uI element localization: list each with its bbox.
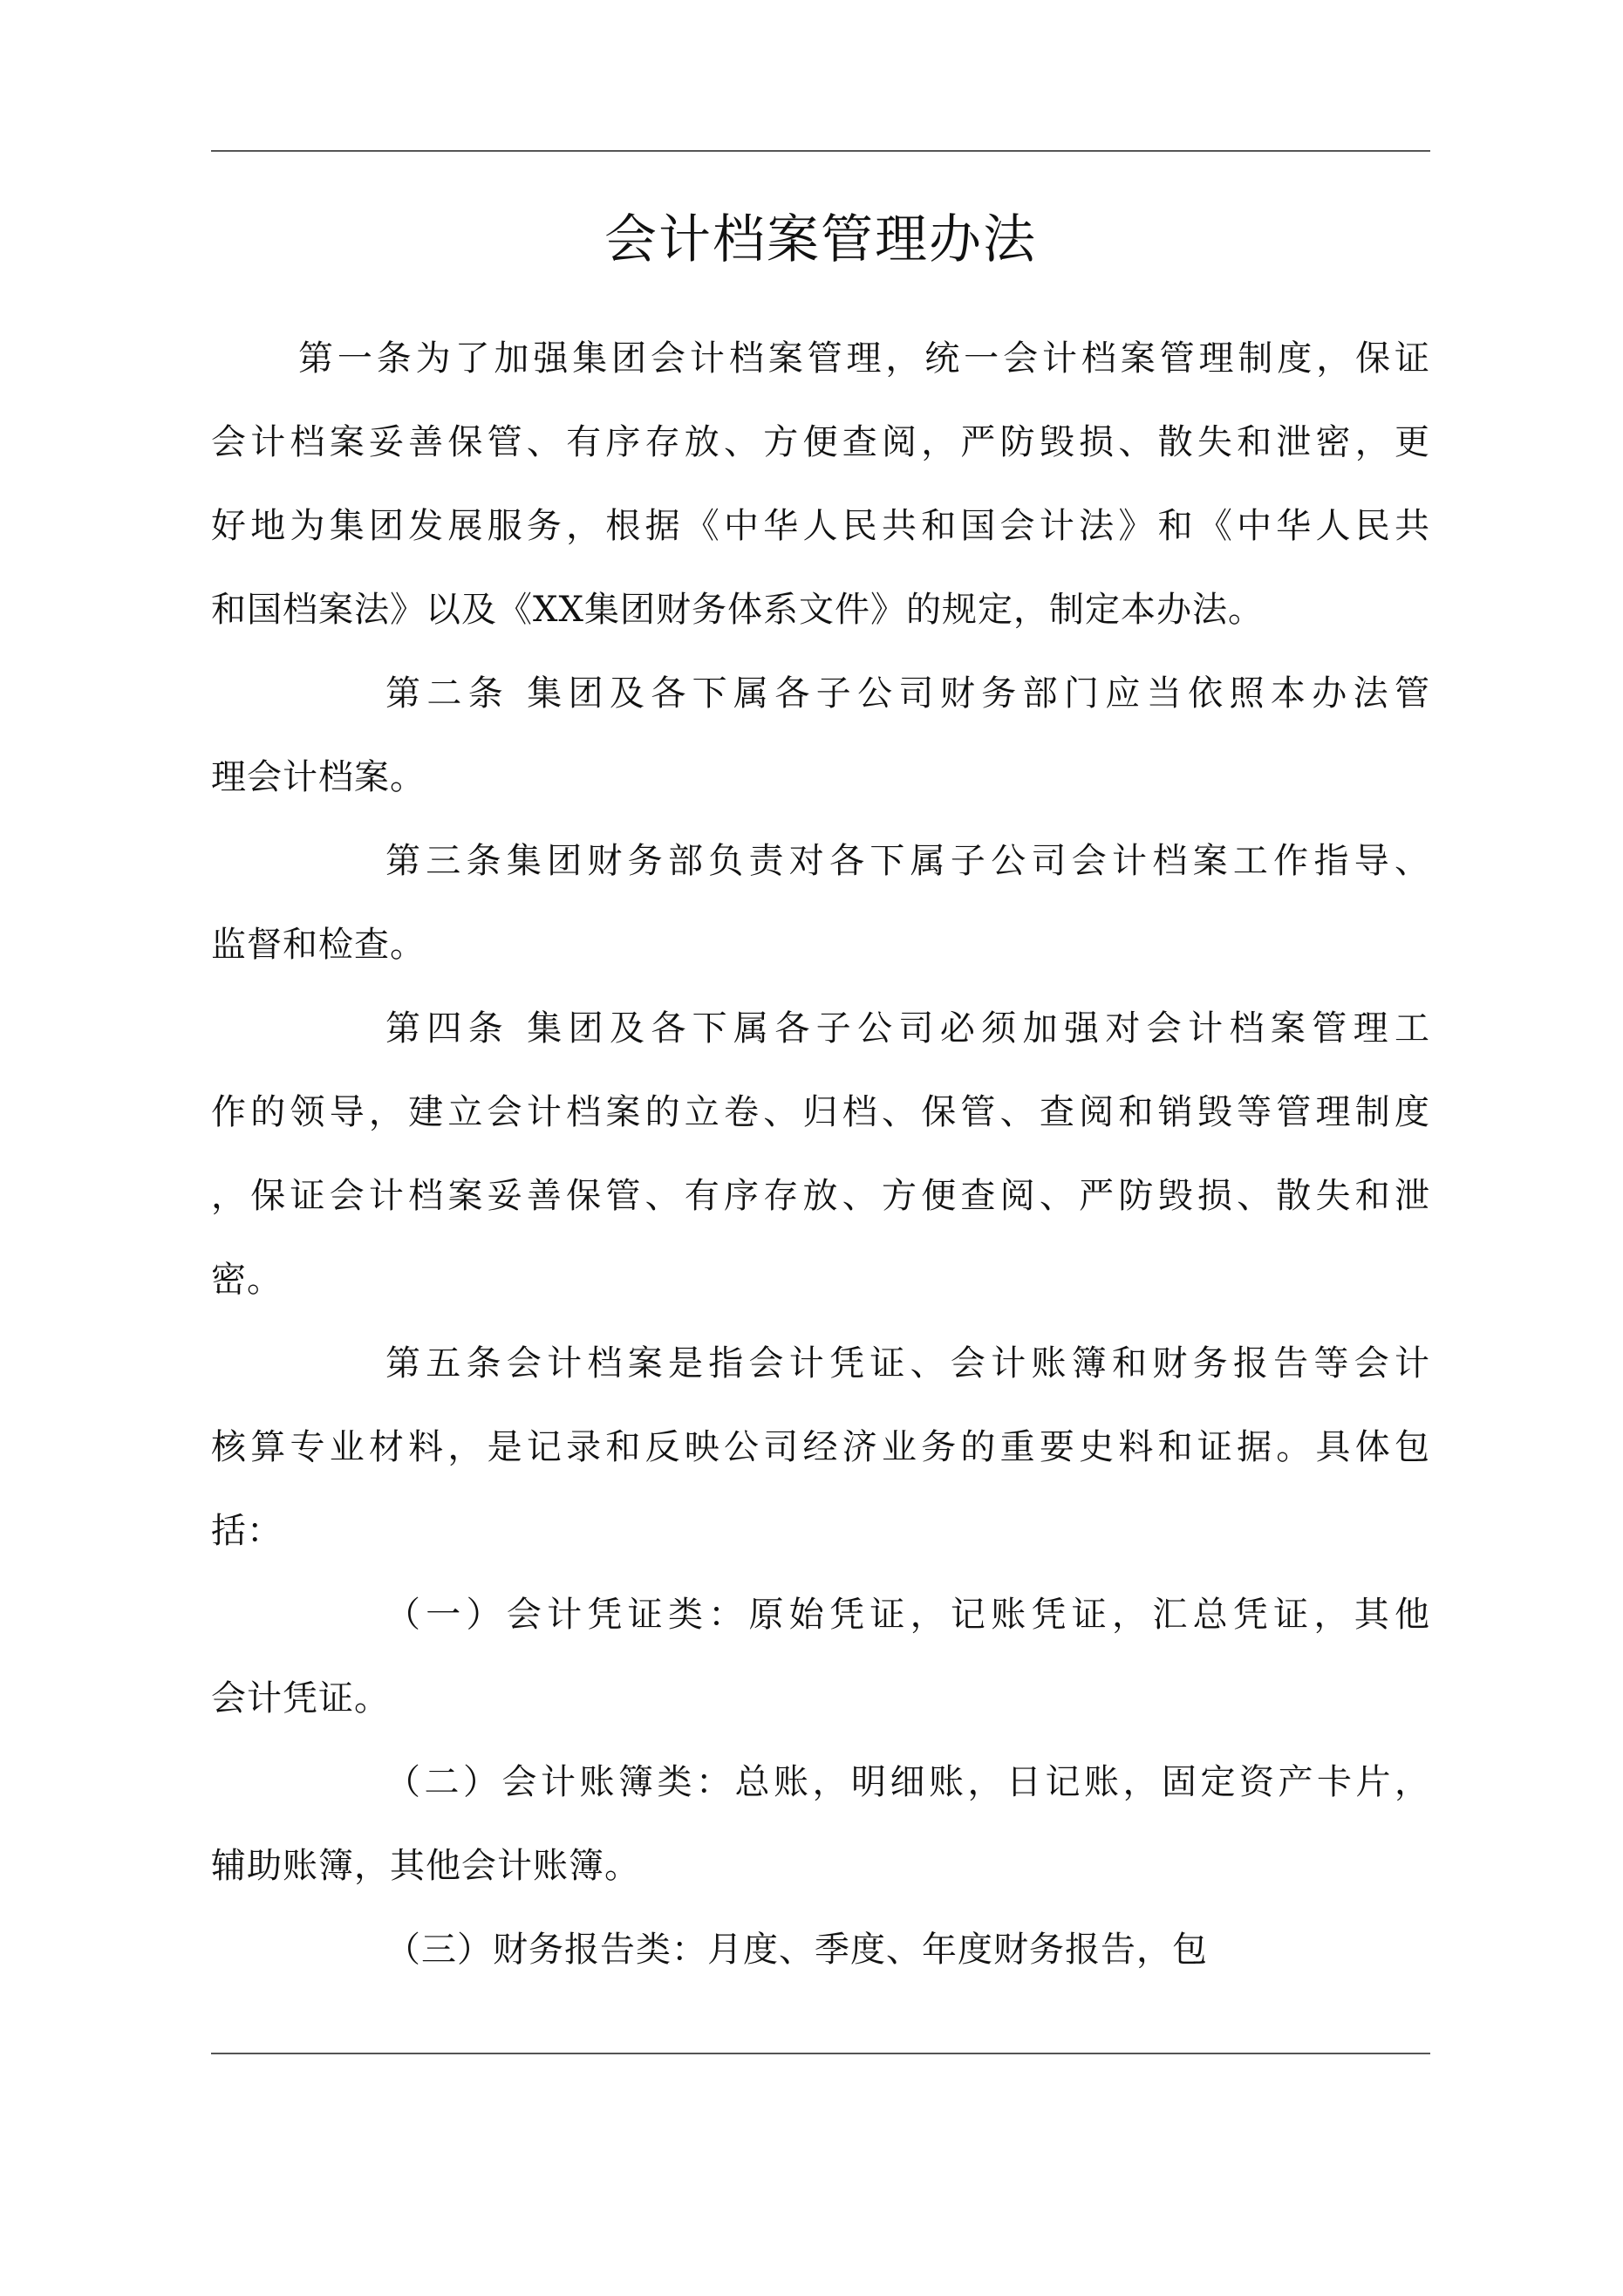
paragraph-4-line-3: ，保证会计档案妥善保管、有序存放、方便查阅、严防毁损、散失和泄 bbox=[211, 1176, 1430, 1216]
paragraph-4-line-2: 作的领导，建立会计档案的立卷、归档、保管、查阅和销毁等管理制度 bbox=[211, 1092, 1430, 1132]
paragraph-5-line-3: 括： bbox=[211, 1511, 283, 1551]
paragraph-1-line-3: 好地为集团发展服务，根据《中华人民共和国会计法》和《中华人民共 bbox=[211, 506, 1430, 546]
paragraph-1-line-2: 会计档案妥善保管、有序存放、方便查阅，严防毁损、散失和泄密，更 bbox=[211, 422, 1430, 462]
document-title: 会计档案管理办法 bbox=[604, 209, 1037, 270]
paragraph-2-line-2: 理会计档案。 bbox=[211, 757, 426, 797]
paragraph-5-line-2: 核算专业材料，是记录和反映公司经济业务的重要史料和证据。具体包 bbox=[211, 1427, 1430, 1467]
paragraph-1-line-4: 和国档案法》以及《XX集团财务体系文件》的规定，制定本办法。 bbox=[211, 590, 1264, 630]
header-rule bbox=[211, 150, 1430, 152]
document-body bbox=[211, 317, 1430, 1992]
paragraph-3-line-1: 第三条集团财务部负责对各下属子公司会计档案工作指导、 bbox=[385, 841, 1430, 881]
paragraph-2-line-1: 第二条 集团及各下属各子公司财务部门应当依照本办法管 bbox=[385, 673, 1430, 714]
list-item-2-line-1: （二）会计账簿类：总账，明细账，日记账，固定资产卡片， bbox=[385, 1762, 1430, 1802]
list-item-1-line-2: 会计凭证。 bbox=[211, 1678, 390, 1719]
paragraph-1-line-1: 第一条为了加强集团会计档案管理，统一会计档案管理制度，保证 bbox=[298, 338, 1430, 379]
paragraph-5-line-1: 第五条会计档案是指会计凭证、会计账簿和财务报告等会计 bbox=[385, 1343, 1430, 1384]
footer-rule bbox=[211, 2053, 1430, 2054]
list-item-3-line-1: （三）财务报告类：月度、季度、年度财务报告，包 bbox=[385, 1930, 1208, 1970]
paragraph-3-line-2: 监督和检查。 bbox=[211, 925, 426, 965]
paragraph-4-line-1: 第四条 集团及各下属各子公司必须加强对会计档案管理工 bbox=[385, 1008, 1430, 1049]
list-item-1-line-1: （一）会计凭证类：原始凭证，记账凭证，汇总凭证，其他 bbox=[385, 1595, 1430, 1635]
paragraph-4-line-4: 密。 bbox=[211, 1260, 283, 1300]
list-item-2-line-2: 辅助账簿，其他会计账簿。 bbox=[211, 1846, 640, 1886]
